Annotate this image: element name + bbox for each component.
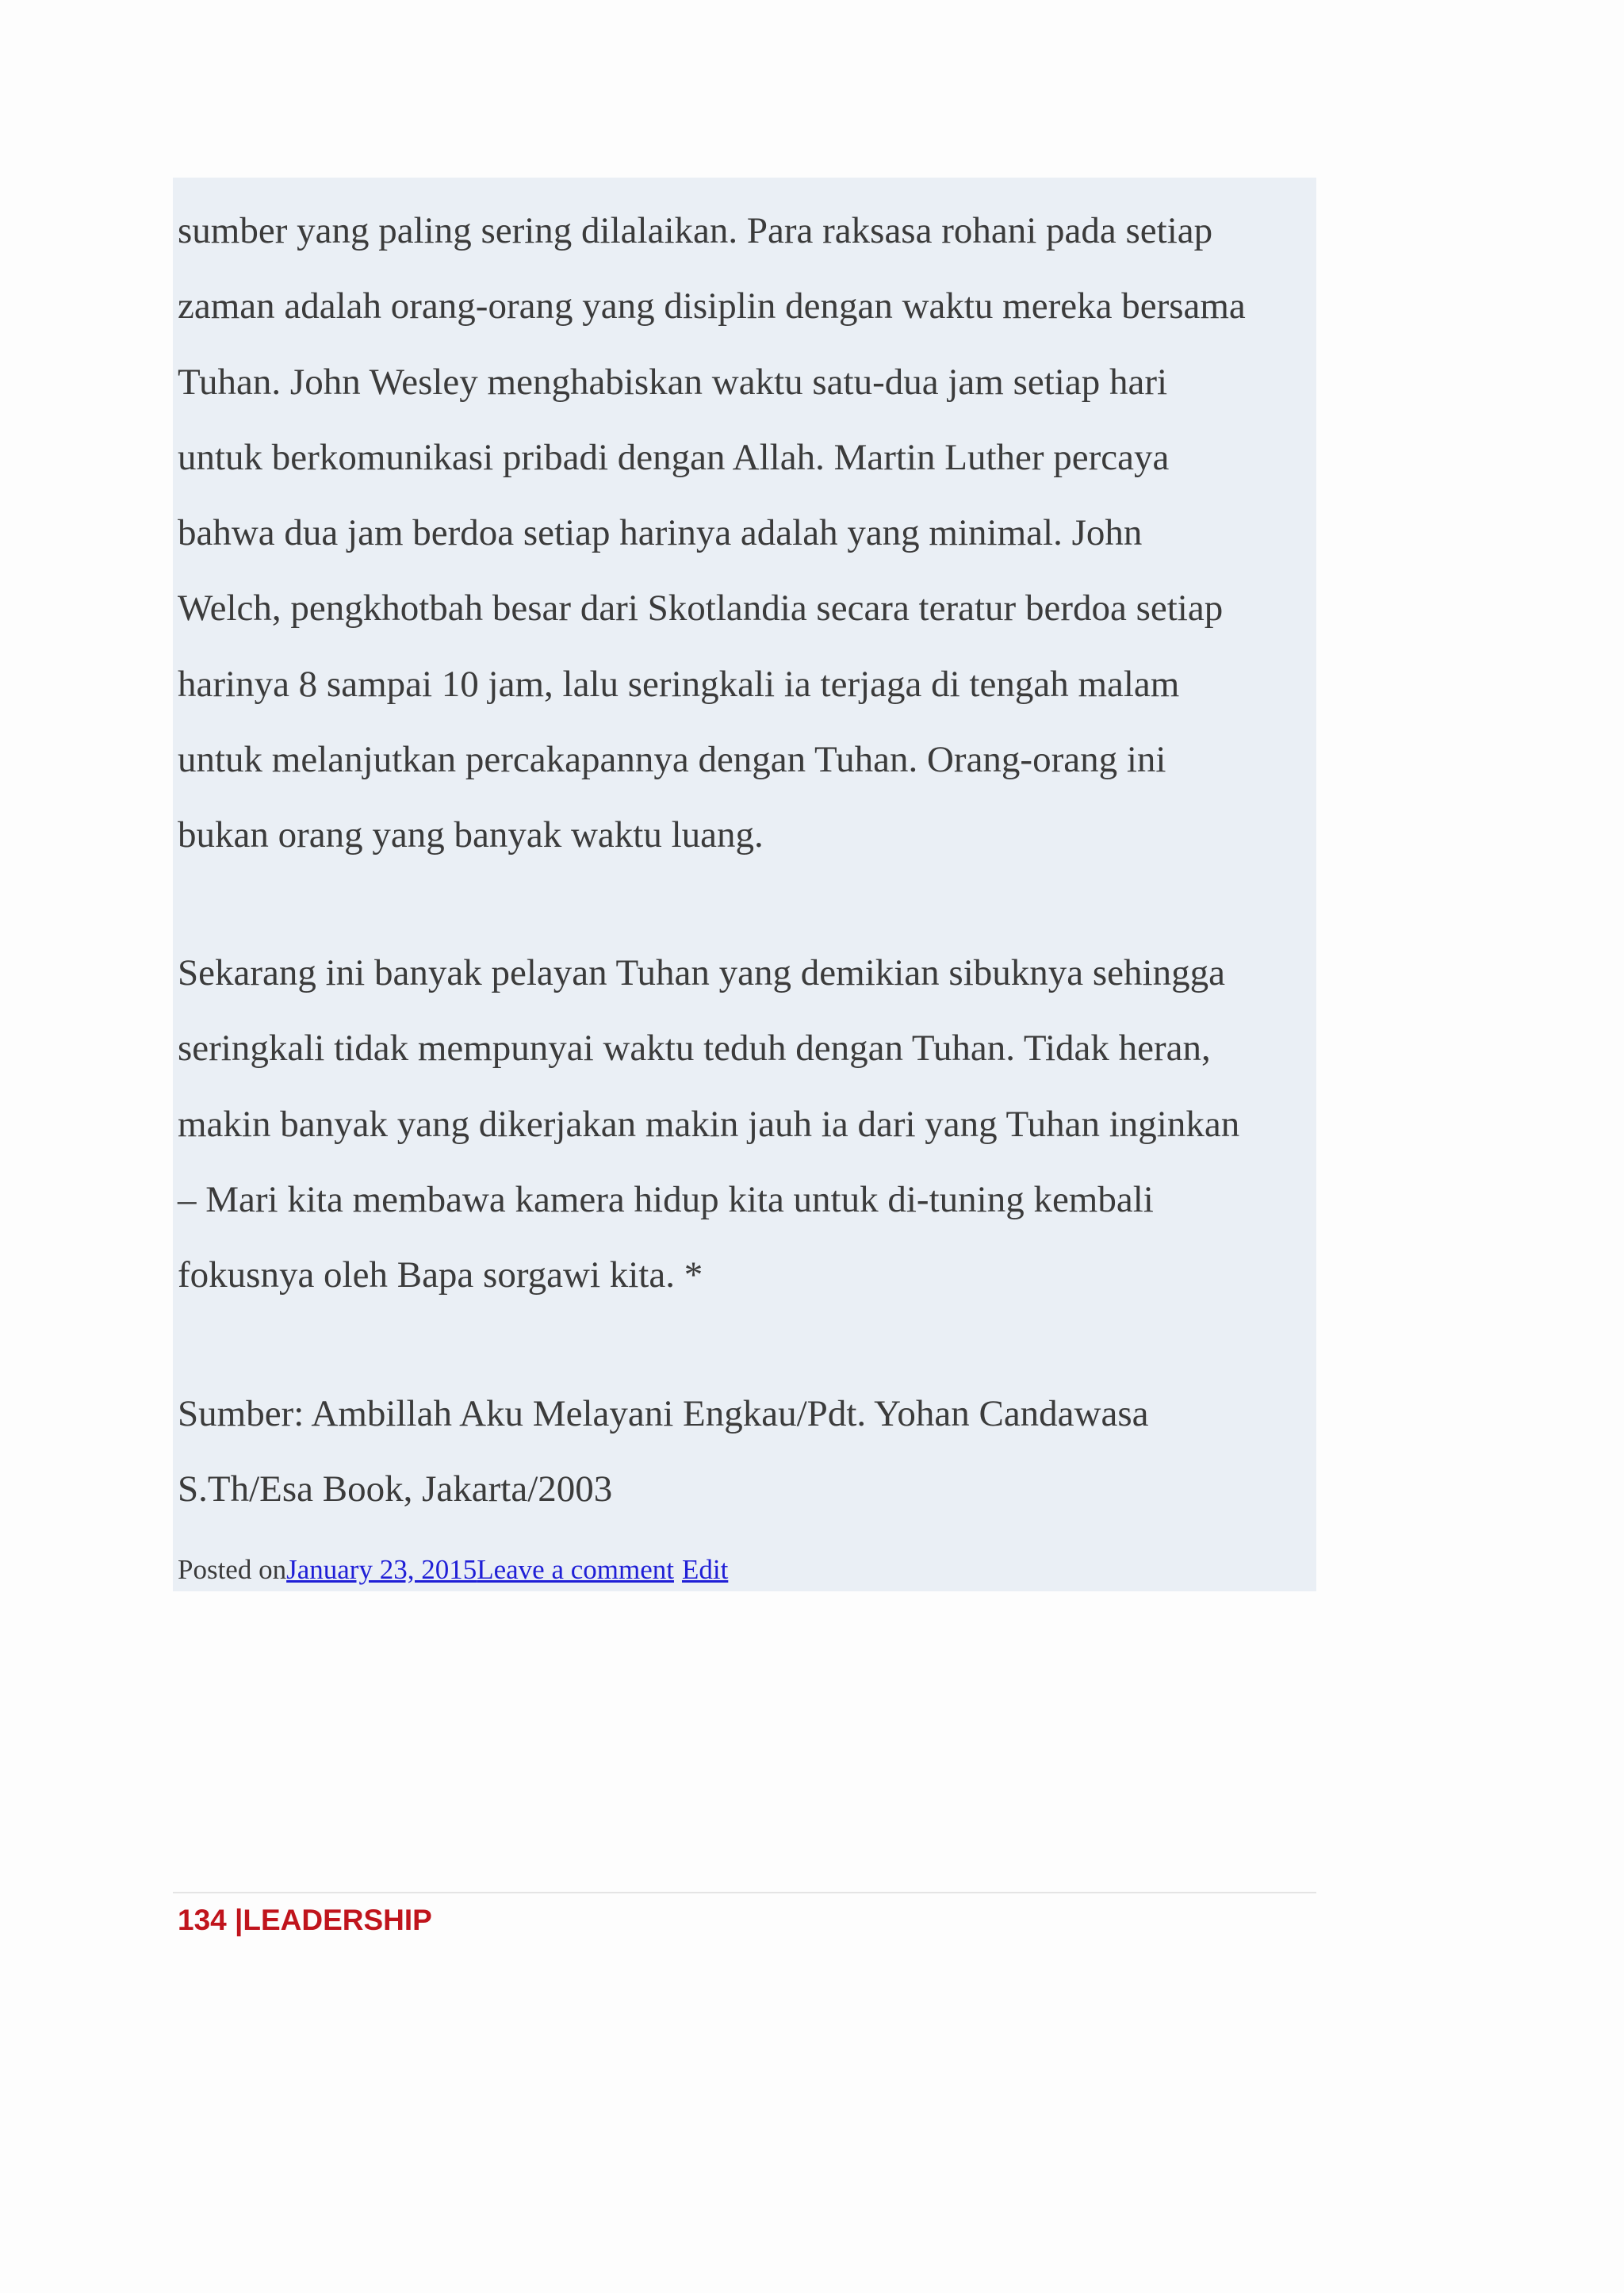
text-line: Sumber: Ambillah Aku Melayani Engkau/Pdt. Yohan Candawasa: [178, 1393, 1149, 1434]
text-line: makin banyak yang dikerjakan makin jauh ia dari yang Tuhan inginkan: [178, 1103, 1240, 1145]
leave-comment-link[interactable]: Leave a comment: [477, 1554, 674, 1585]
post-date-link[interactable]: January 23, 2015: [286, 1554, 477, 1585]
text-line: seringkali tidak mempunyai waktu teduh dengan Tuhan. Tidak heran,: [178, 1028, 1211, 1070]
article-paragraph-2: [178, 936, 1316, 1313]
text-line: sumber yang paling sering dilalaikan. Para raksasa rohani pada setiap: [178, 210, 1213, 251]
post-meta: [178, 1552, 728, 1587]
text-line: untuk berkomunikasi pribadi dengan Allah. Martin Luther percaya: [178, 436, 1170, 478]
source-citation: [178, 1376, 1316, 1528]
text-line: Sekarang ini banyak pelayan Tuhan yang demikian sibuknya sehingga: [178, 952, 1225, 993]
text-line: bahwa dua jam berdoa setiap harinya adalah yang minimal. John: [178, 512, 1143, 554]
text-line: S.Th/Esa Book, Jakarta/2003: [178, 1468, 613, 1510]
text-line: zaman adalah orang-orang yang disiplin dengan waktu mereka bersama: [178, 285, 1246, 327]
page-footer: [178, 1898, 432, 1943]
text-line: harinya 8 sampai 10 jam, lalu seringkali ia terjaga di tengah malam: [178, 663, 1180, 705]
footer-section-title: LEADERSHIP: [243, 1904, 432, 1936]
text-line: Tuhan. John Wesley menghabiskan waktu satu-dua jam setiap hari: [178, 361, 1168, 403]
footer-divider: [173, 1892, 1316, 1893]
article-paragraph-1: [178, 193, 1316, 874]
posted-on-label: Posted on: [178, 1554, 287, 1585]
text-line: – Mari kita membawa kamera hidup kita untuk di-tuning kembali: [178, 1178, 1154, 1220]
text-line: untuk melanjutkan percakapannya dengan Tuhan. Orang-orang ini: [178, 739, 1166, 781]
text-line: bukan orang yang banyak waktu luang.: [178, 814, 764, 856]
edit-link[interactable]: Edit: [681, 1554, 729, 1585]
text-line: Welch, pengkhotbah besar dari Skotlandia secara teratur berdoa setiap: [178, 588, 1224, 630]
footer-separator: |: [226, 1904, 243, 1936]
page-number: 134: [178, 1904, 227, 1936]
text-line: fokusnya oleh Bapa sorgawi kita. *: [178, 1254, 703, 1296]
